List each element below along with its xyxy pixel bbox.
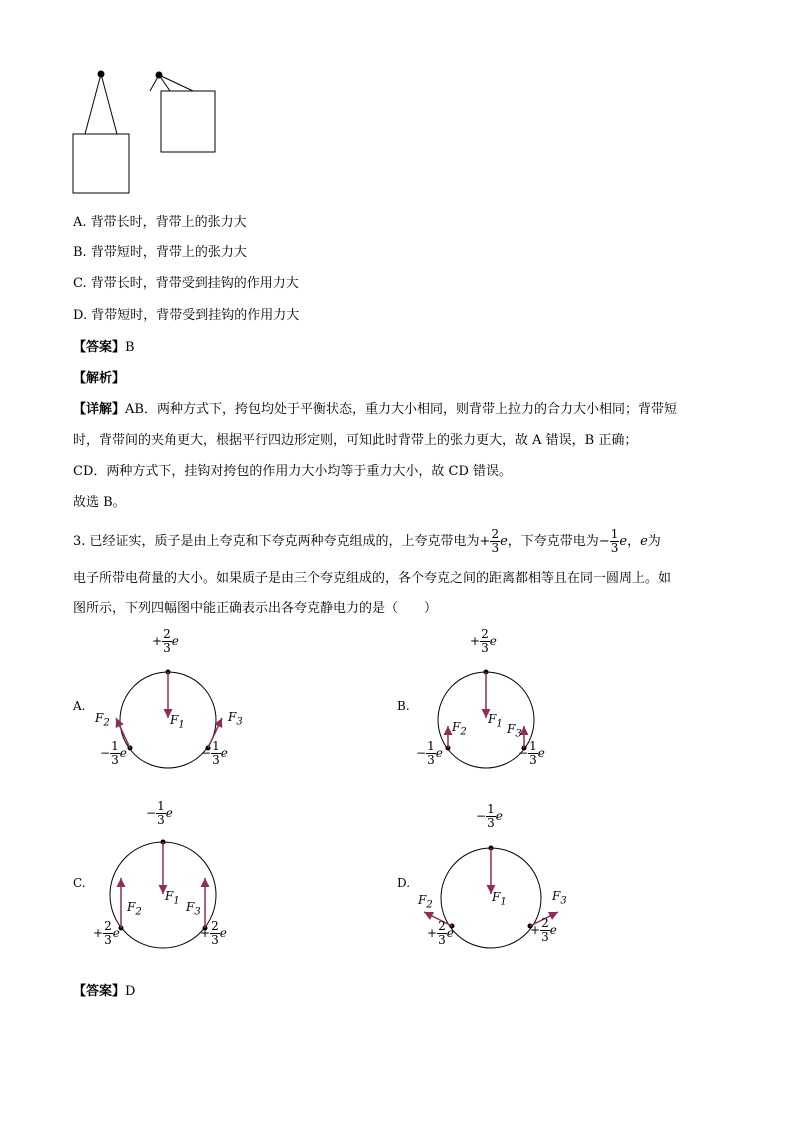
diagram-c-figure [90, 800, 290, 960]
diagram-a-right-charge: − $\frac{1}{3}$ e [201, 739, 228, 767]
diagram-a-top-charge: + $\frac{2}{3}$ e [152, 627, 179, 655]
long-strap-bag [73, 71, 129, 193]
diagram-c-top-charge: − $\frac{1}{3}$ e [146, 799, 173, 827]
q2-option-b: B. 背带短时，背带上的张力大 [73, 245, 247, 260]
q2-option-c: C. 背带长时，背带受到挂钩的作用力大 [73, 276, 299, 291]
q3-answer: 【答案】D [73, 984, 136, 999]
diagram-b-letter: B. [397, 699, 410, 713]
diagram-b-right-charge: − $\frac{1}{3}$ e [518, 739, 545, 767]
diagram-a-f2: $F_2$ [95, 711, 110, 729]
bags-figure [0, 0, 794, 200]
q3-stem-line-3: 图所示，下列四幅图中能正确表示出各夸克静电力的是（ ） [73, 601, 438, 616]
diagram-c-f1: $F_1$ [165, 889, 180, 907]
q3-stem-line-2: 电子所带电荷量的大小。如果质子是由三个夸克组成的，各个夸克之间的距离都相等且在同一圆周上。如 [73, 571, 672, 586]
q2-option-d: D. 背带短时，背带受到挂钩的作用力大 [73, 308, 300, 323]
diagram-d-f2: $F_2$ [418, 893, 433, 911]
diagram-a-left-charge: − $\frac{1}{3}$ e [100, 739, 127, 767]
diagram-c-letter: C. [73, 876, 86, 890]
diagram-c-right-charge: + $\frac{2}{3}$ e [200, 919, 227, 947]
q2-detail-line-2: 时，背带间的夹角更大，根据平行四边形定则，可知此时背带上的张力更大，故 A 错误，B 正确； [73, 433, 638, 448]
diagram-c-left-charge: + $\frac{2}{3}$ e [93, 919, 120, 947]
diagram-b-f3: $F_3$ [507, 722, 522, 740]
diagram-c-f3: $F_3$ [186, 900, 201, 918]
diagram-d-f3: $F_3$ [552, 889, 567, 907]
diagram-b-left-charge: − $\frac{1}{3}$ e [416, 739, 443, 767]
q2-analysis-tag: 【解析】 [73, 371, 126, 386]
diagram-a-letter: A. [73, 699, 86, 713]
diagram-b-f1: $F_1$ [488, 712, 503, 730]
q2-detail-line-3: CD．两种方式下，挂钩对挎包的作用力大小均等于重力大小，故 CD 错误。 [73, 464, 513, 479]
q2-answer: 【答案】B [73, 340, 135, 355]
diagram-d-top-charge: − $\frac{1}{3}$ e [476, 802, 503, 830]
q2-detail-line-1: 【详解】AB．两种方式下，挎包均处于平衡状态，重力大小相同，则背带上拉力的合力大小相同；背带短 [73, 402, 677, 417]
diagram-c-f2: $F_2$ [127, 900, 142, 918]
diagram-d-left-charge: + $\frac{2}{3}$ e [427, 919, 454, 947]
diagram-d-letter: D. [397, 876, 411, 890]
diagram-a-f1: $F_1$ [170, 713, 185, 731]
diagram-b-top-charge: + $\frac{2}{3}$ e [470, 627, 497, 655]
q2-option-a: A. 背带长时，背带上的张力大 [73, 215, 247, 230]
diagram-d-right-charge: + $\frac{2}{3}$ e [530, 916, 557, 944]
diagram-b-f2: $F_2$ [452, 720, 467, 738]
diagram-a-f3: $F_3$ [228, 710, 243, 728]
diagram-d-f1: $F_1$ [492, 890, 507, 908]
q2-conclusion: 故选 B。 [73, 495, 126, 510]
q3-stem-line-1: 3. 已经证实，质子是由上夸克和下夸克两种夸克组成的，上夸克带电为+ $\frac{2}{3}$ e，下夸克带电为− $\frac{1}{3}$ e，e为 [73, 527, 661, 555]
short-strap-bag [150, 72, 215, 152]
